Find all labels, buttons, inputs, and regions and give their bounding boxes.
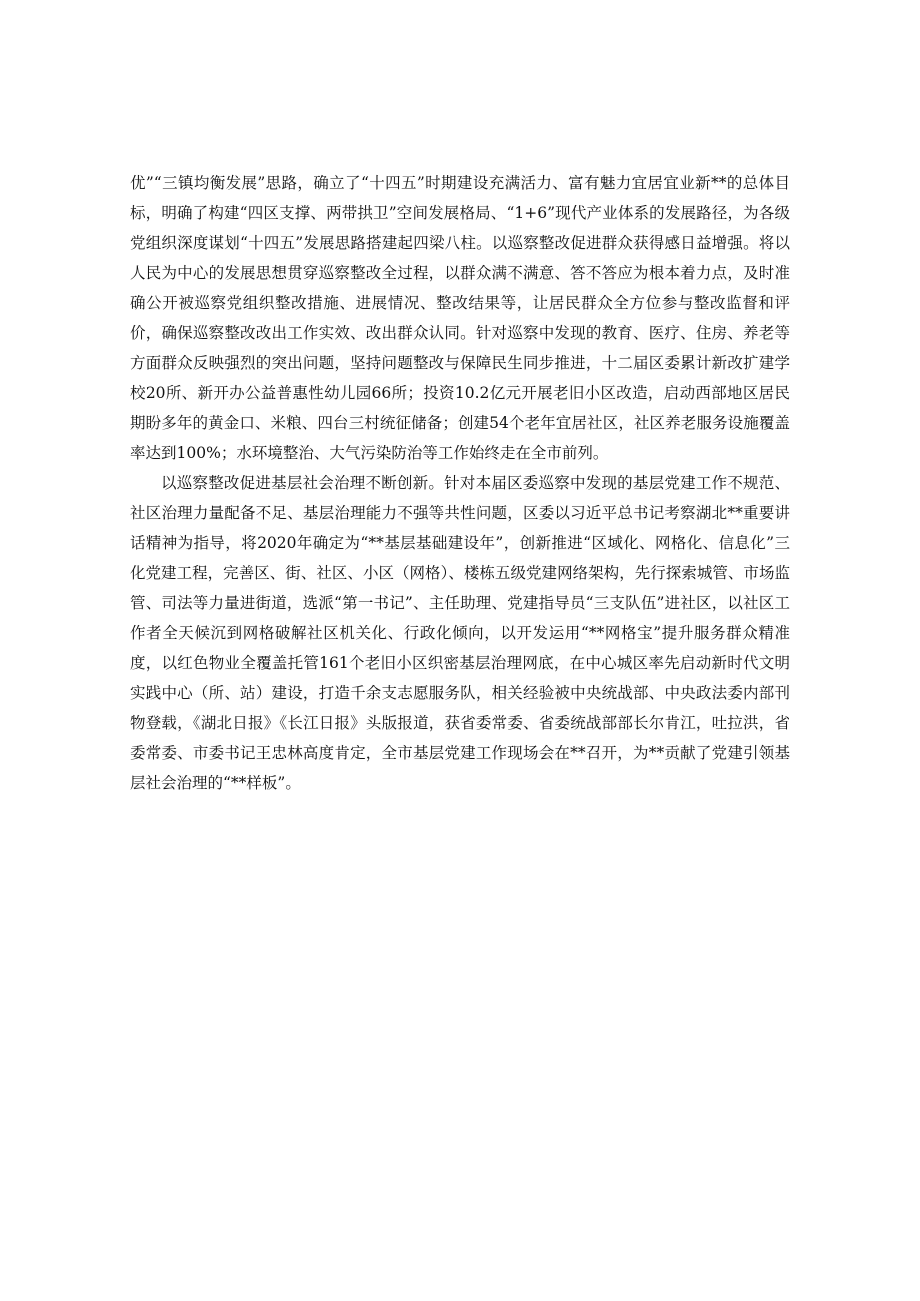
paragraph-2: 以巡察整改促进基层社会治理不断创新。针对本届区委巡察中发现的基层党建工作不规范、社区治理力量配备不足、基层治理能力不强等共性问题，区委以习近平总书记考察湖北**重要讲话精神为指导，将2020年确定为“**基层基础建设年”，创新推进“区域化、网格化、信息化”三化党建工程，完善区、街、社区、小区（网格）、楼栋五级党建网络架构，先行探索城管、市场监管、司法等力量进街道，选派“第一书记”、主任助理、党建指导员“三支队伍”进社区，以社区工作者全天候沉到网格破解社区机关化、行政化倾向，以开发运用“**网格宝”提升服务群众精准度，以红色物业全覆盖托管161个老旧小区织密基层治理网底，在中心城区率先启动新时代文明实践中心（所、站）建设，打造千余支志愿服务队，相关经验被中央统战部、中央政法委内部刊物登载，《湖北日报》《长江日报》头版报道，获省委常委、省委统战部部长尔肯江，吐拉洪，省委常委、市委书记王忠林高度肯定，全市基层党建工作现场会在**召开，为**贡献了党建引领基层社会治理的“**样板”。	[130, 474, 790, 792]
document-body	[130, 168, 790, 798]
paragraph-1: 优”“三镇均衡发展”思路，确立了“十四五”时期建设充满活力、富有魅力宜居宜业新**的总体目标，明确了构建“四区支撑、两带拱卫”空间发展格局、“1+6”现代产业体系的发展路径，为各级党组织深度谋划“十四五”发展思路搭建起四梁八柱。以巡察整改促进群众获得感日益增强。将以人民为中心的发展思想贯穿巡察整改全过程，以群众满不满意、答不答应为根本着力点，及时准确公开被巡察党组织整改措施、进展情况、整改结果等，让居民群众全方位参与整改监督和评价，确保巡察整改改出工作实效、改出群众认同。针对巡察中发现的教育、医疗、住房、养老等方面群众反映强烈的突出问题，坚持问题整改与保障民生同步推进，十二届区委累计新改扩建学校20所、新开办公益普惠性幼儿园66所；投资10.2亿元开展老旧小区改造，启动西部地区居民期盼多年的黄金口、米粮、四台三村统征储备；创建54个老年宜居社区，社区养老服务设施覆盖率达到100%；水环境整治、大气污染防治等工作始终走在全市前列。	[130, 174, 790, 462]
